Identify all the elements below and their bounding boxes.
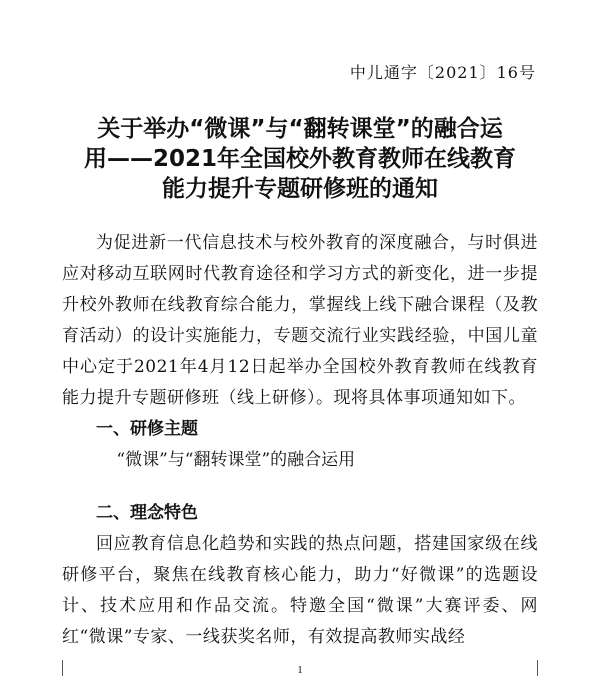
title-line-1: 关于举办“微课”与“翻转课堂”的融合运 — [97, 116, 503, 142]
title-line-2: 用——2021年全国校外教育教师在线教育 — [83, 146, 516, 172]
section-content-features: 回应教育信息化趋势和实践的热点问题，搭建国家级在线研修平台，聚焦在线教育核心能力，助力“好微课”的选题设计、技术应用和作品交流。特邀全国“微课”大赛评委、网红“微课”专家、一线获奖名师，有效提高教师实战经 — [62, 534, 538, 647]
document-title — [40, 114, 560, 204]
section-heading-theme: 一、研修主题 — [96, 419, 198, 439]
title-line-3: 能力提升专题研修班的通知 — [162, 176, 438, 202]
document-body — [62, 228, 538, 653]
page-number: 1 — [297, 664, 303, 676]
section-heading-features: 二、理念特色 — [96, 503, 198, 523]
document-number: 中儿通字〔2021〕16号 — [349, 63, 536, 82]
intro-paragraph: 为促进新一代信息技术与校外教育的深度融合，与时俱进应对移动互联网时代教育途径和学习方式的新变化，进一步提升校外教师在线教育综合能力，掌握线上线下融合课程（及教育活动）的设计实施能力，专题交流行业实践经验，中国儿童中心定于2021年4月12日起举办全国校外教育教师在线教育能力提升专题研修班（线上研修）。现将具体事项通知如下。 — [62, 233, 538, 408]
section-spacer — [62, 476, 538, 498]
section-content-theme: “微课”与“翻转课堂”的融合运用 — [116, 450, 356, 470]
